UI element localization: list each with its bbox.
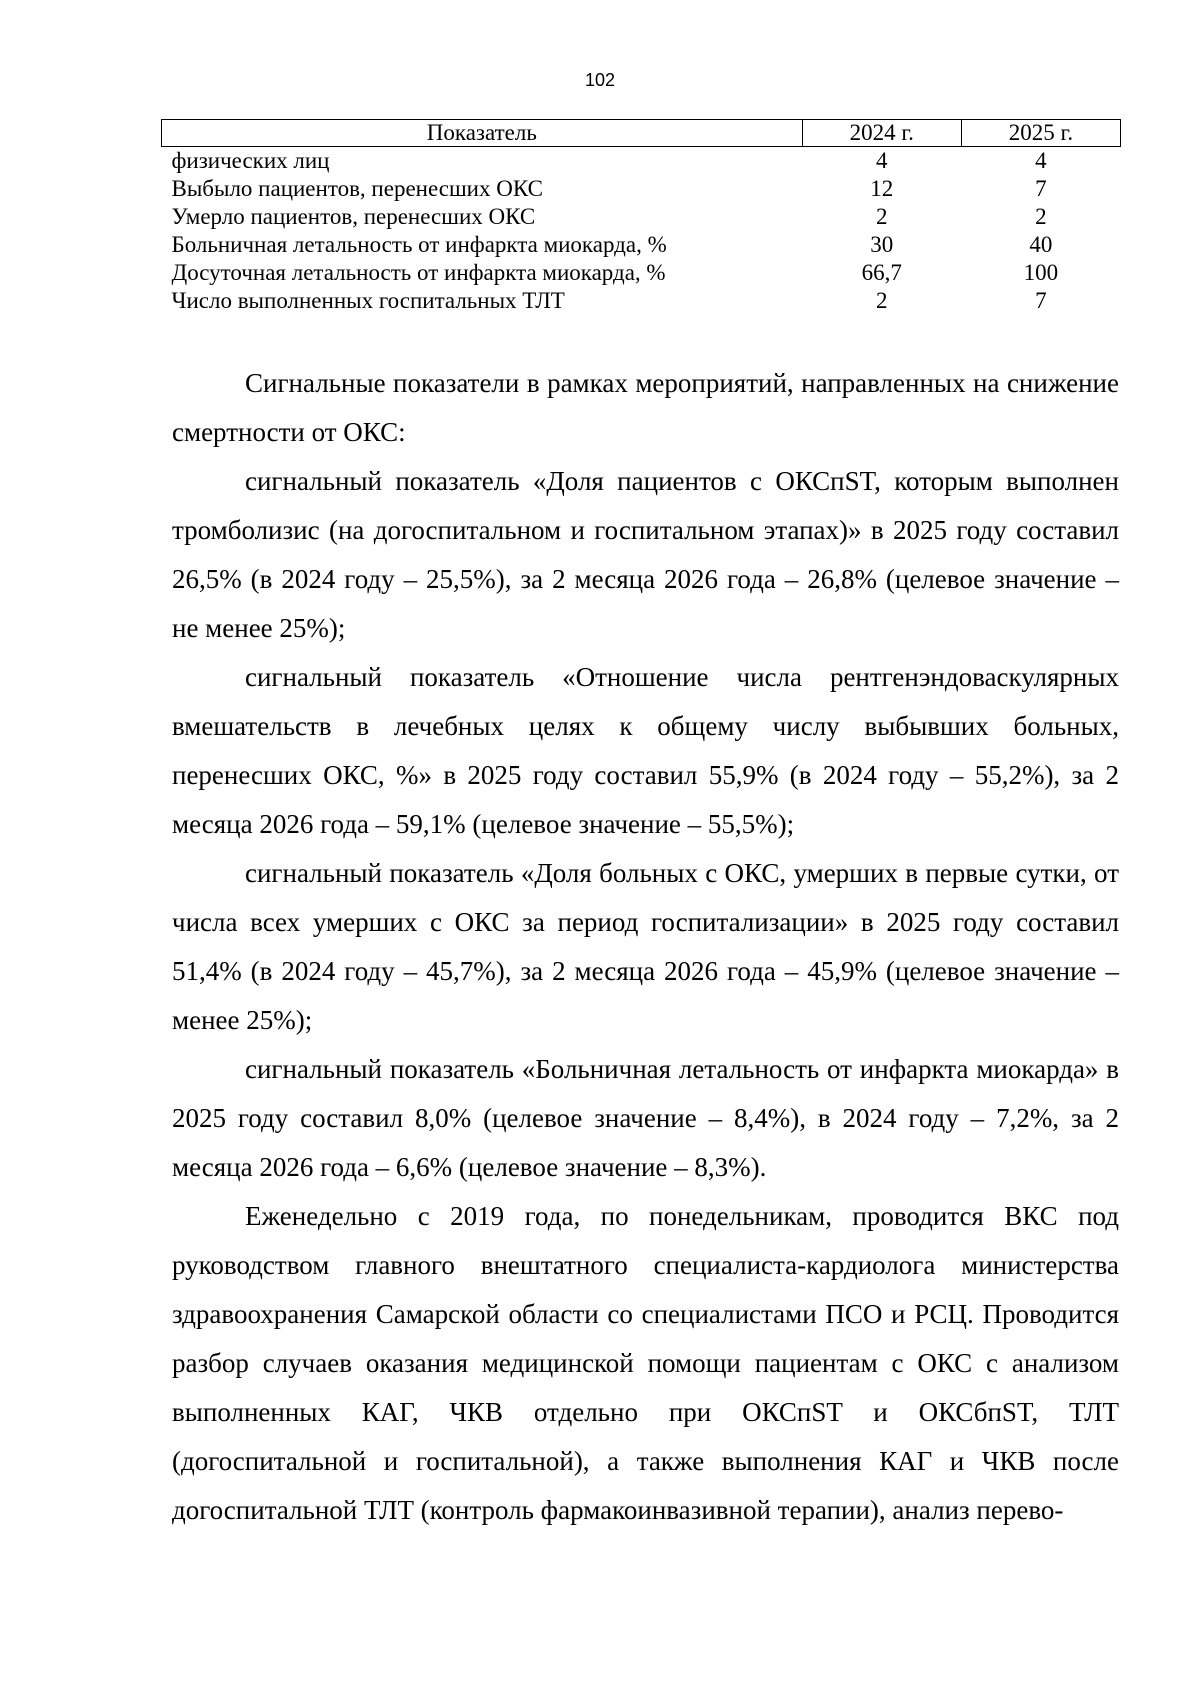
table-row — [162, 203, 1121, 231]
row-label: физических лиц — [171, 148, 330, 173]
page-number: 102 — [584, 70, 616, 90]
value-2025: 4 — [1035, 148, 1047, 173]
paragraph-hospital-mortality: сигнальный показатель «Больничная летальность от инфаркта миокарда» в 2025 году составил 8,0% (целевое значение – 8,4%), в 2024 году – 7,2%, за 2 месяца 2026 года – 6,6% (целевое значение – 8,3%). — [172, 1054, 1119, 1182]
header-2025: 2025 г. — [961, 120, 1120, 147]
row-label: Умерло пациентов, перенесших ОКС — [171, 204, 536, 229]
table-header-row — [162, 120, 1121, 147]
row-label: Больничная летальность от инфаркта миокарда, % — [171, 232, 667, 257]
value-2024: 66,7 — [861, 260, 902, 285]
paragraph-thrombolysis: сигнальный показатель «Доля пациентов с ОКСпST, которым выполнен тромболизис (на догоспитальном и госпитальном этапах)» в 2025 году составил 26,5% (в 2024 году – 25,5%), за 2 месяца 2026 года – 26,8% (целевое значение – не менее 25%); — [172, 466, 1119, 643]
table-row — [162, 175, 1121, 203]
paragraph-endovascular: сигнальный показатель «Отношение числа рентгенэндоваскулярных вмешательств в лечебных целях к общему числу выбывших больных, перенесших ОКС, %» в 2025 году составил 55,9% (в 2024 году – 55,2%), за 2 месяца 2026 года – 59,1% (целевое значение – 55,5%); — [172, 662, 1119, 839]
table-row — [162, 147, 1121, 176]
value-2025: 100 — [1023, 260, 1059, 285]
value-2025: 7 — [1035, 176, 1047, 201]
row-label: Число выполненных госпитальных ТЛТ — [171, 288, 565, 313]
value-2025: 40 — [1029, 232, 1053, 257]
value-2025: 7 — [1035, 288, 1047, 313]
paragraph-intro: Сигнальные показатели в рамках мероприятий, направленных на снижение смертности от ОКС: — [172, 368, 1119, 447]
table-row — [162, 231, 1121, 259]
paragraph-weekly-vks: Еженедельно с 2019 года, по понедельникам, проводится ВКС под руководством главного внештатного специалиста-кардиолога министерства здравоохранения Самарской области со специалистами ПСО и РСЦ. Проводится разбор случаев оказания медицинской помощи пациентам с ОКС с анализом выполненных КАГ, ЧКВ отдельно при ОКСпST и ОКСбпST, ТЛТ (догоспитальной и госпитальной), а также выполнения КАГ и ЧКВ после догоспитальной ТЛТ (контроль фармакоинвазивной терапии), анализ перево- — [172, 1201, 1119, 1525]
value-2024: 30 — [870, 232, 894, 257]
indicators-table — [161, 119, 1121, 315]
header-indicator: Показатель — [162, 120, 803, 147]
value-2024: 4 — [875, 148, 888, 173]
row-label: Досуточная летальность от инфаркта миокарда, % — [171, 260, 666, 285]
table-row — [162, 259, 1121, 287]
paragraph-first-day-deaths: сигнальный показатель «Доля больных с ОКС, умерших в первые сутки, от числа всех умерших с ОКС за период госпитализации» в 2025 году составил 51,4% (в 2024 году – 45,7%), за 2 месяца 2026 года – 45,9% (целевое значение – менее 25%); — [172, 858, 1119, 1035]
value-2024: 2 — [875, 288, 888, 313]
body-text — [172, 359, 1119, 1535]
indicators-table-container — [161, 119, 1121, 315]
value-2024: 12 — [870, 176, 894, 201]
row-label: Выбыло пациентов, перенесших ОКС — [171, 176, 543, 201]
table-row — [162, 287, 1121, 315]
header-2024: 2024 г. — [802, 120, 961, 147]
value-2025: 2 — [1035, 204, 1047, 229]
value-2024: 2 — [875, 204, 888, 229]
